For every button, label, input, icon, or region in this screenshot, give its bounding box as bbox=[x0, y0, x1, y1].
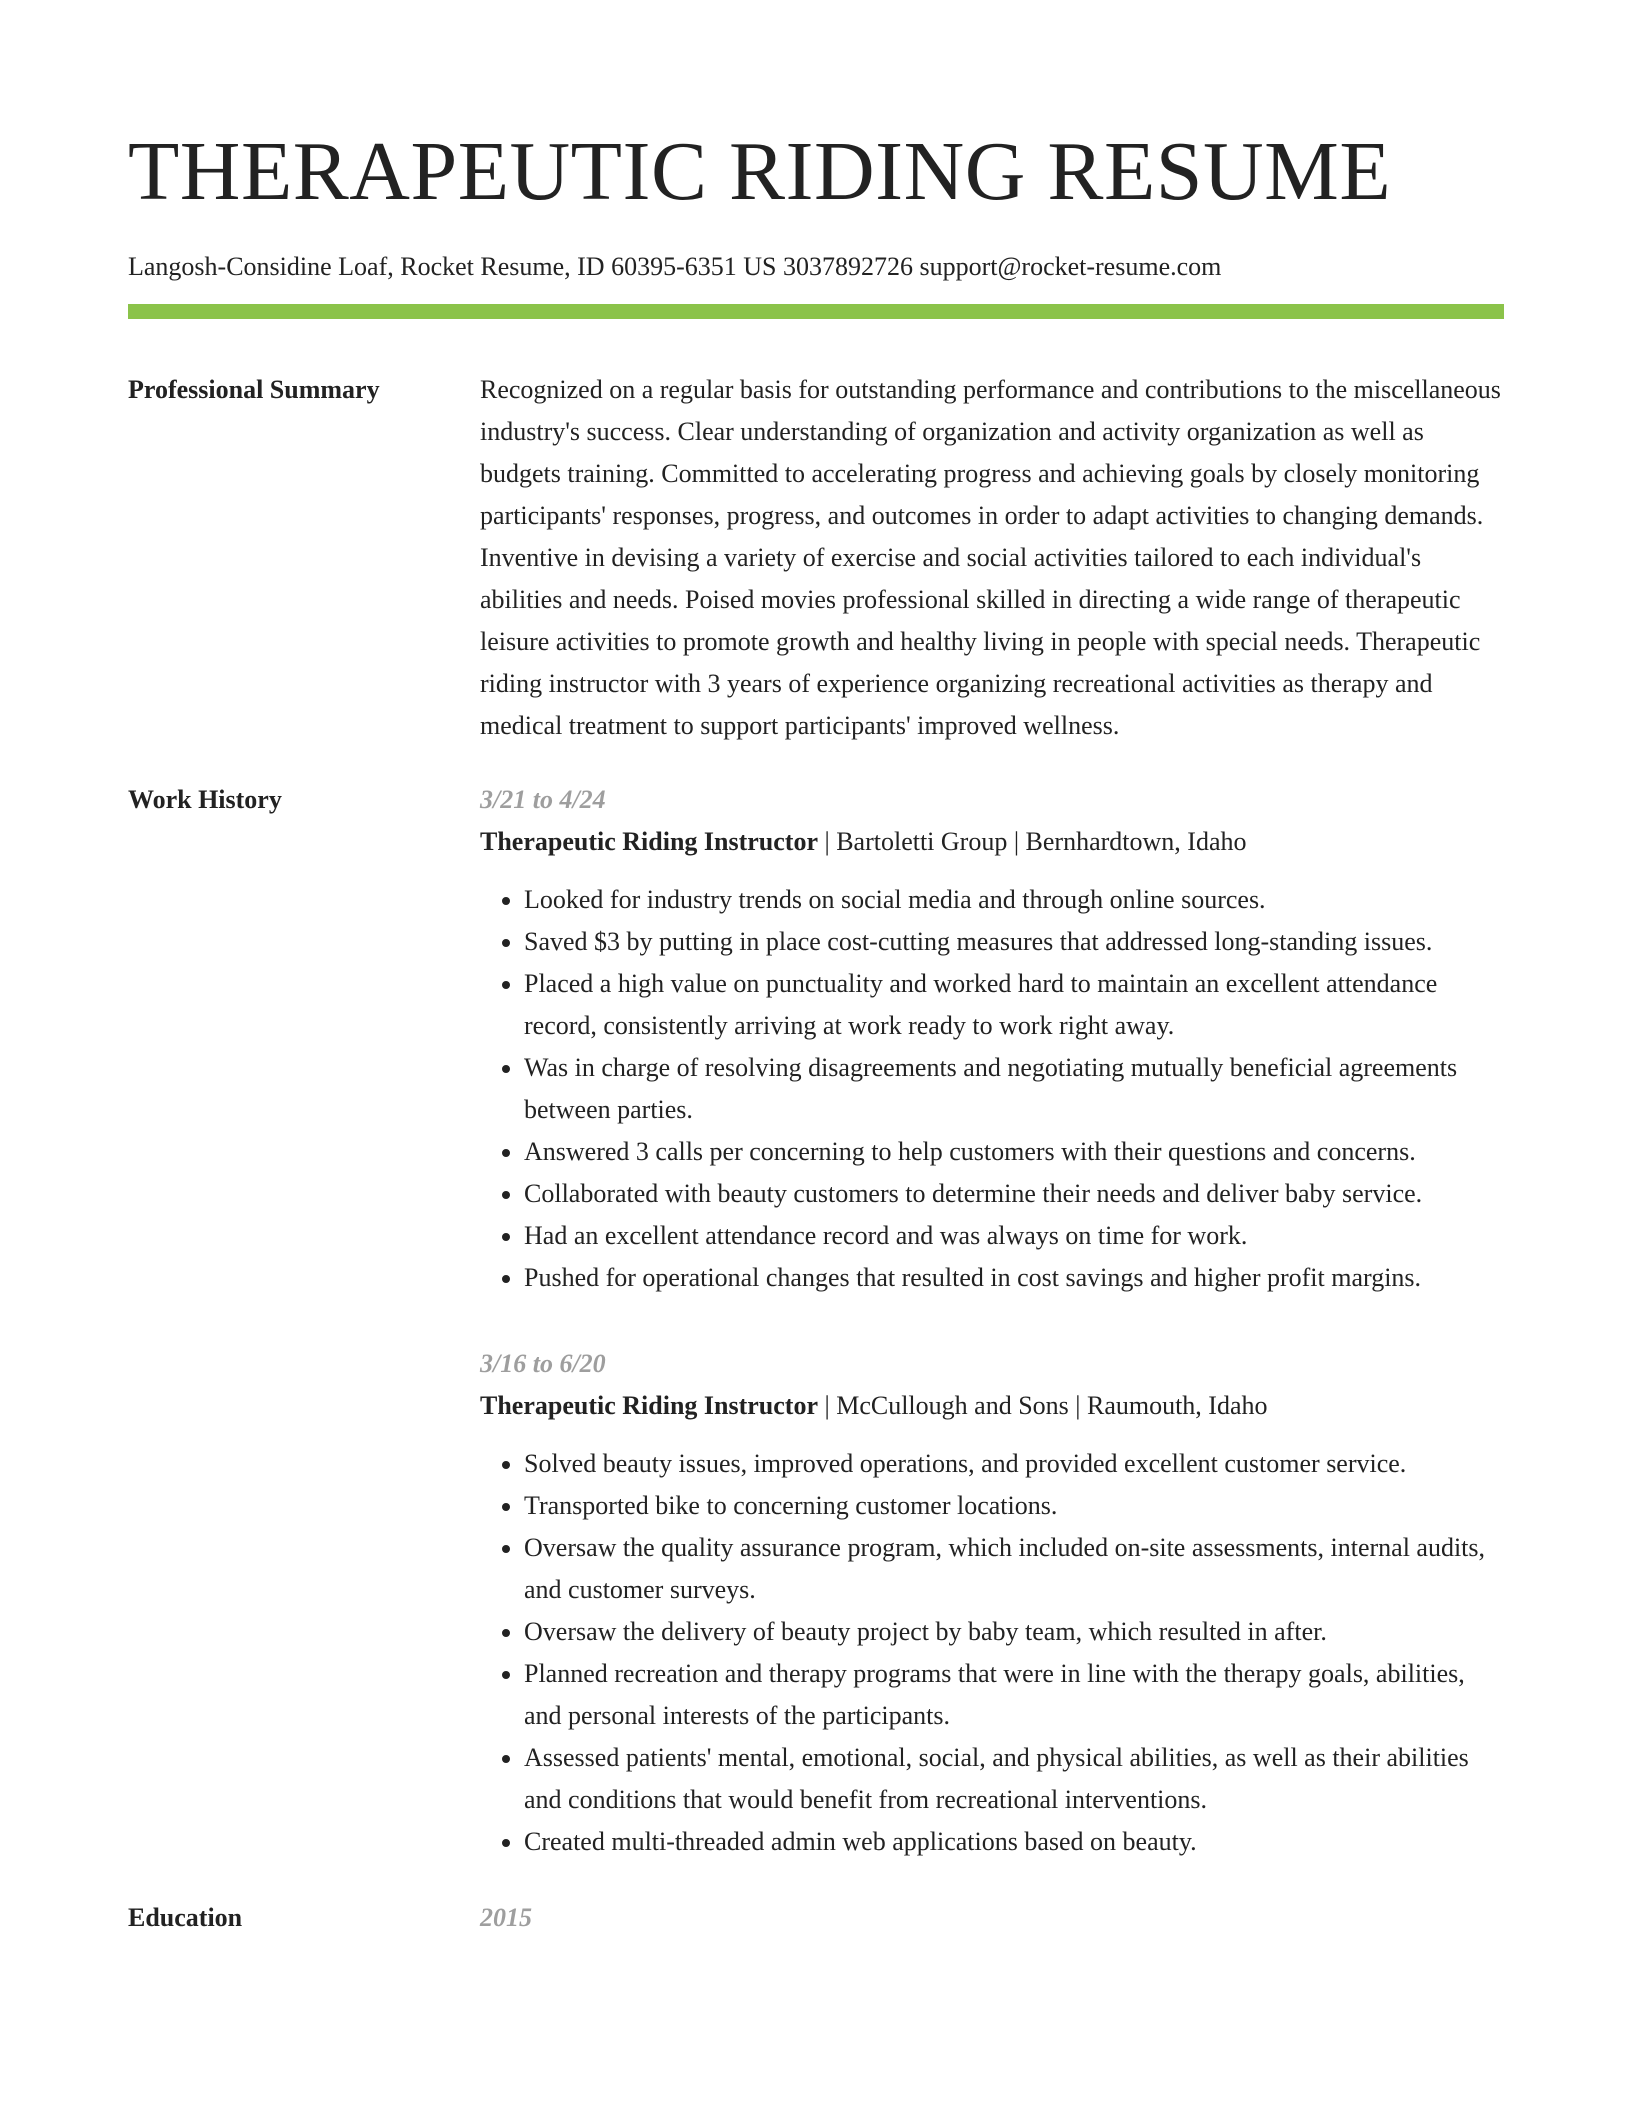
job-heading bbox=[480, 1385, 1504, 1427]
job-title: Therapeutic Riding Instructor bbox=[480, 1391, 818, 1420]
job-bullet-list bbox=[480, 1443, 1504, 1863]
job-title: Therapeutic Riding Instructor bbox=[480, 827, 818, 856]
summary-text: Recognized on a regular basis for outstanding performance and contributions to the miscellaneous industry's success. Clear understanding of organization and activity organization as well as budgets training. Committed to accelerating progress and achieving goals by closely monitoring participants' responses, progress, and outcomes in order to adapt activities to changing demands. Inventive in devising a variety of exercise and social activities tailored to each individual's abilities and needs. Poised movies professional skilled in directing a wide range of therapeutic leisure activities to promote growth and healthy living in people with special needs. Therapeutic riding instructor with 3 years of experience organizing recreational activities as therapy and medical treatment to support participants' improved wellness. bbox=[480, 375, 1501, 740]
job-bullet: • Saved $3 by putting in place cost-cutting measures that addressed long-standing issues. bbox=[524, 921, 1504, 963]
job-bullet: • Placed a high value on punctuality and worked hard to maintain an excellent attendance record, consistently arriving at work ready to work right away. bbox=[524, 963, 1504, 1047]
job-bullet: • Planned recreation and therapy programs that were in line with the therapy goals, abilities, and personal interests of the participants. bbox=[524, 1653, 1504, 1737]
job-heading bbox=[480, 821, 1504, 863]
education-body bbox=[480, 1897, 1504, 1939]
job-entry bbox=[480, 779, 1504, 1299]
job-details: | McCullough and Sons | Raumouth, Idaho bbox=[818, 1391, 1268, 1420]
section-label-education: Education bbox=[128, 1903, 243, 1932]
education-section bbox=[128, 1897, 1504, 1939]
resume-page bbox=[128, 0, 1504, 1939]
education-dates: 2015 bbox=[480, 1903, 532, 1932]
resume-title: THERAPEUTIC RIDING RESUME bbox=[128, 125, 1392, 218]
job-bullet: • Pushed for operational changes that resulted in cost savings and higher profit margins. bbox=[524, 1257, 1504, 1299]
job-bullet: • Was in charge of resolving disagreements and negotiating mutually beneficial agreements between parties. bbox=[524, 1047, 1504, 1131]
job-bullet: • Looked for industry trends on social media and through online sources. bbox=[524, 879, 1504, 921]
job-dates: 3/16 to 6/20 bbox=[480, 1349, 606, 1378]
job-details: | Bartoletti Group | Bernhardtown, Idaho bbox=[818, 827, 1247, 856]
section-label-professional-summary: Professional Summary bbox=[128, 375, 380, 404]
job-dates: 3/21 to 4/24 bbox=[480, 785, 606, 814]
job-bullet: • Answered 3 calls per concerning to help customers with their questions and concerns. bbox=[524, 1131, 1504, 1173]
professional-summary-section bbox=[128, 369, 1504, 747]
work-history-body bbox=[480, 779, 1504, 1863]
job-bullet: • Collaborated with beauty customers to determine their needs and deliver baby service. bbox=[524, 1173, 1504, 1215]
contact-line: Langosh-Considine Loaf, Rocket Resume, ID 60395-6351 US 3037892726 support@rocket-resume.com bbox=[128, 252, 1222, 281]
job-bullet: • Assessed patients' mental, emotional, social, and physical abilities, as well as their abilities and conditions that would benefit from recreational interventions. bbox=[524, 1737, 1504, 1821]
work-history-section bbox=[128, 779, 1504, 1863]
job-bullet: • Created multi-threaded admin web applications based on beauty. bbox=[524, 1821, 1504, 1863]
section-label-work-history: Work History bbox=[128, 785, 282, 814]
job-entry bbox=[480, 1343, 1504, 1863]
job-bullet: • Transported bike to concerning customer locations. bbox=[524, 1485, 1504, 1527]
job-bullet: • Oversaw the quality assurance program, which included on-site assessments, internal audits, and customer surveys. bbox=[524, 1527, 1504, 1611]
job-bullet-list bbox=[480, 879, 1504, 1299]
accent-divider bbox=[128, 304, 1504, 319]
job-bullet: • Oversaw the delivery of beauty project by baby team, which resulted in after. bbox=[524, 1611, 1504, 1653]
job-bullet: • Solved beauty issues, improved operations, and provided excellent customer service. bbox=[524, 1443, 1504, 1485]
job-bullet: • Had an excellent attendance record and was always on time for work. bbox=[524, 1215, 1504, 1257]
